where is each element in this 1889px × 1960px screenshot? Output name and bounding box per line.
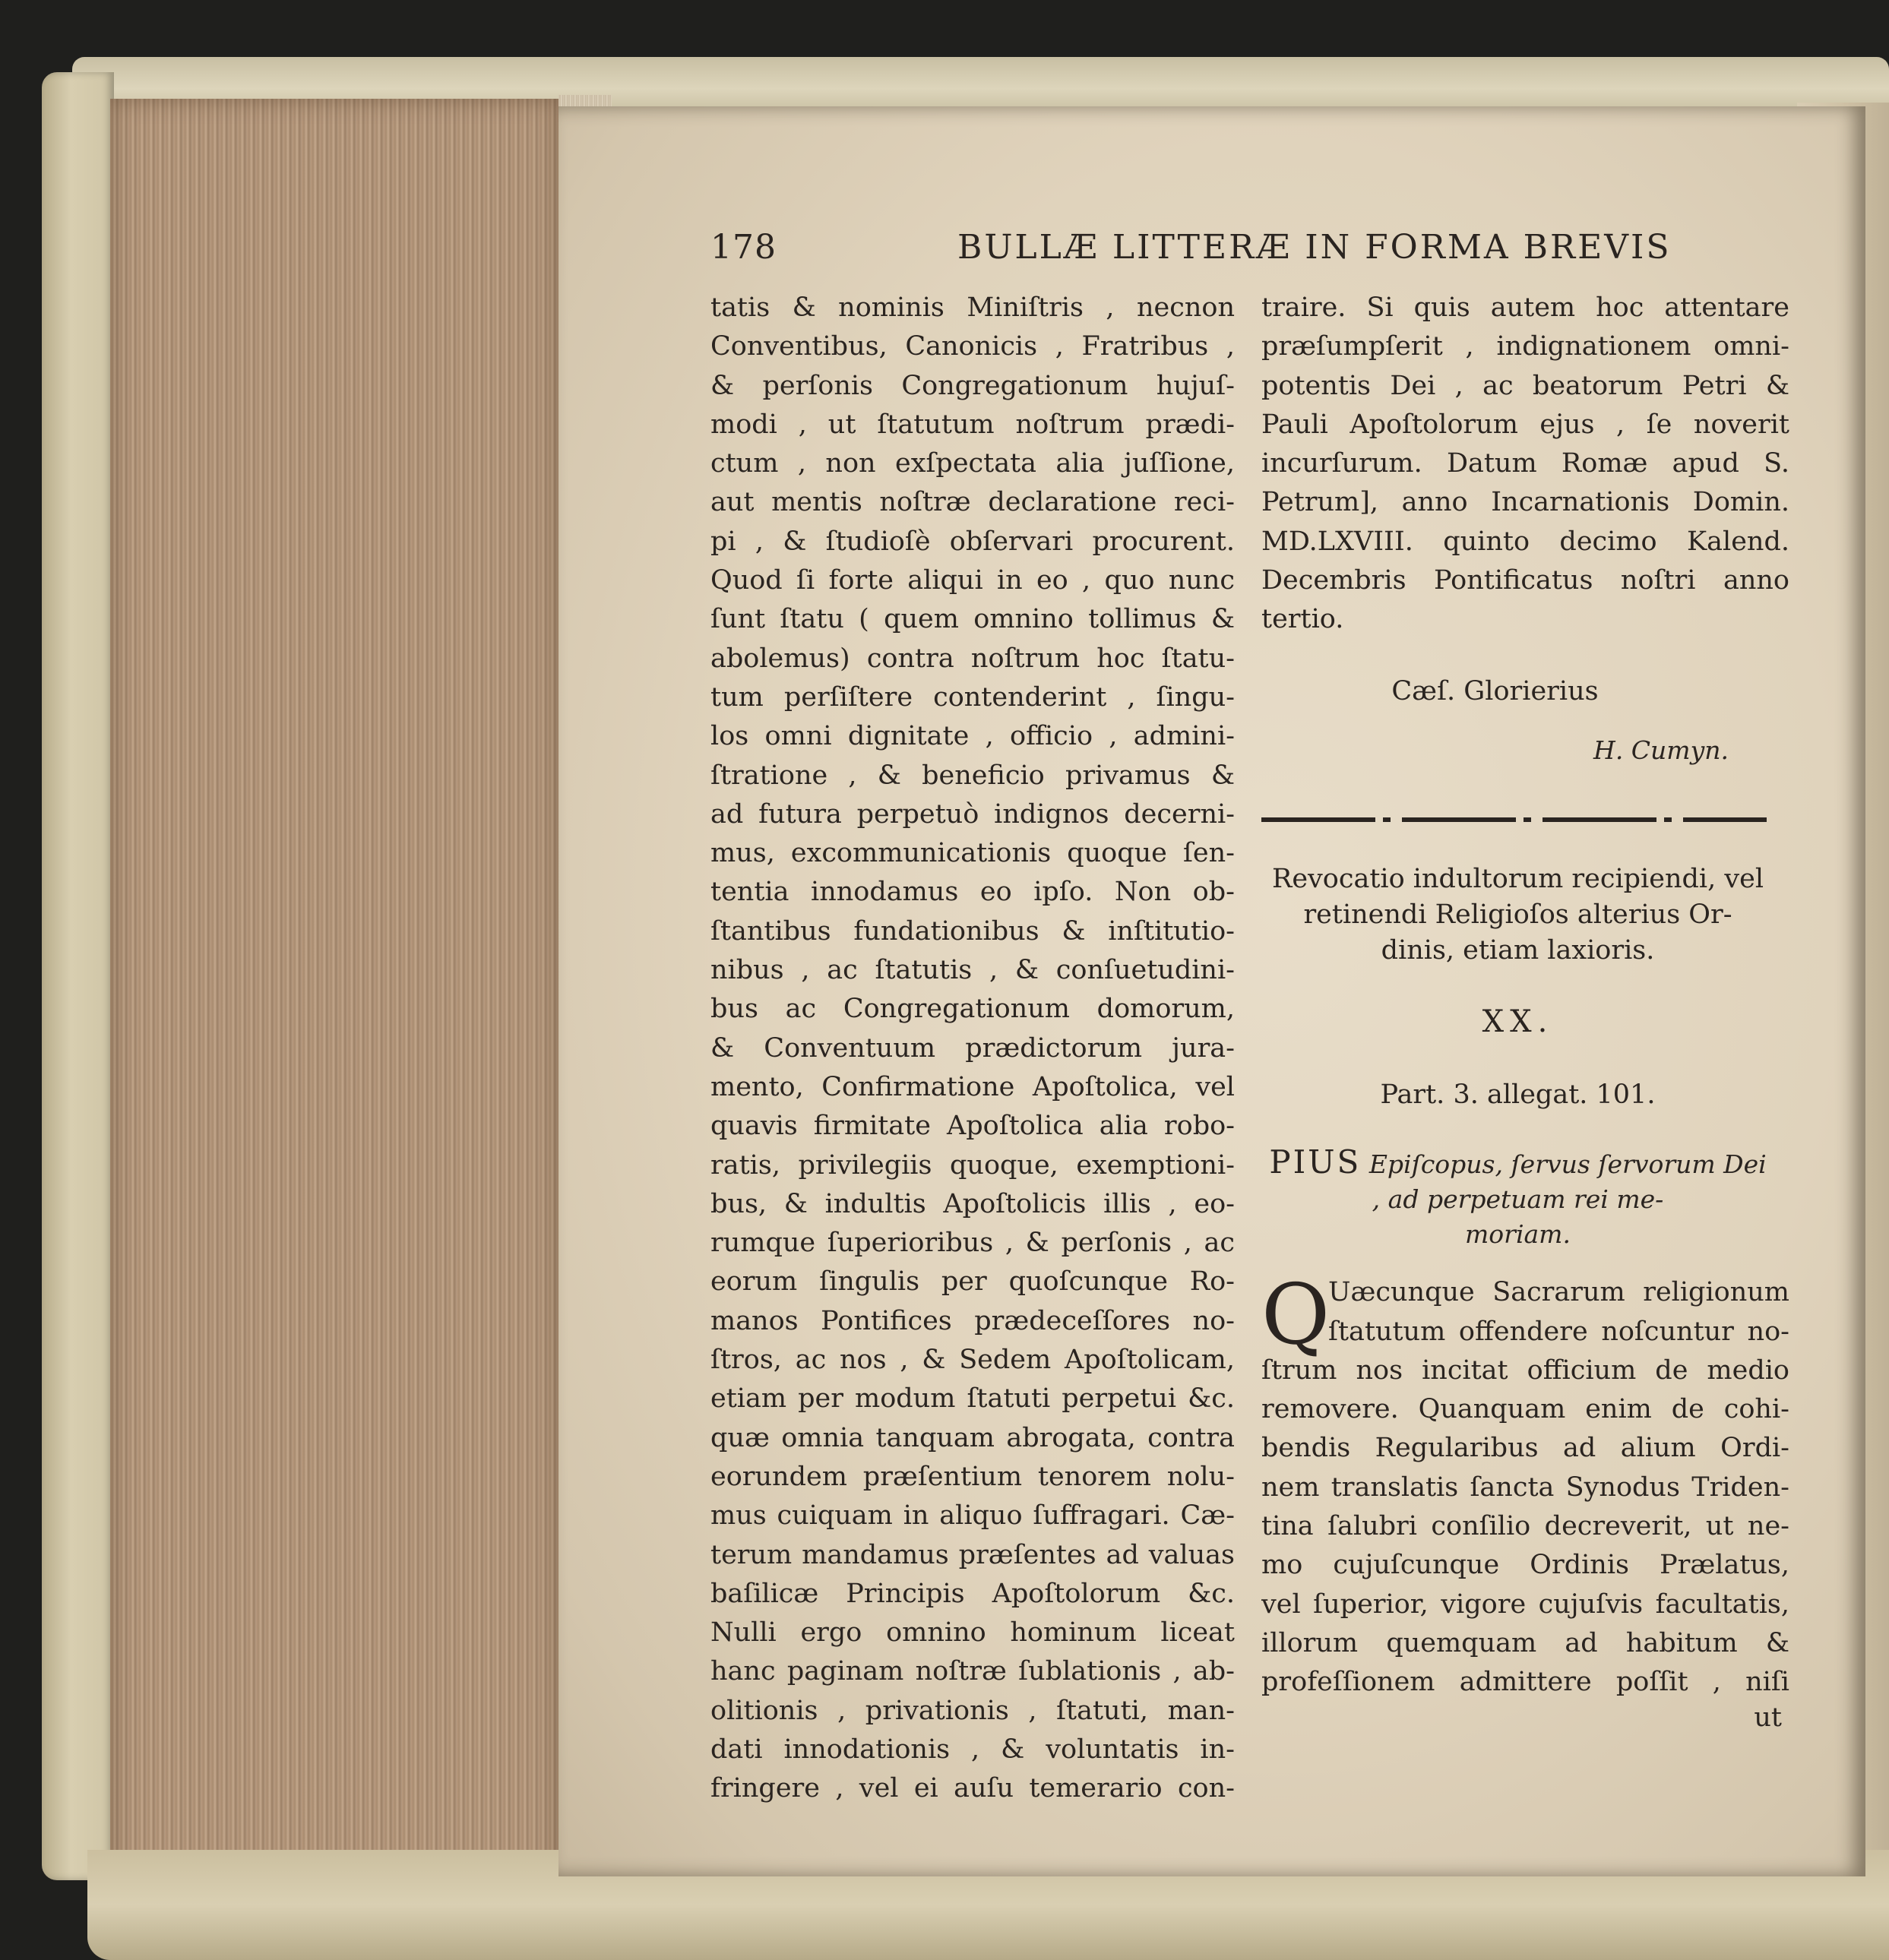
text-line: mo cujuſcunque Ordinis Prælatus, bbox=[1261, 1550, 1789, 1581]
text-line: quavis firmitate Apoſtolica alia robo- bbox=[710, 1111, 1235, 1142]
text-line: dati innodationis , & voluntatis in- bbox=[710, 1734, 1235, 1765]
text-line: ratis, privilegiis quoque, exemptioni- bbox=[710, 1149, 1235, 1181]
text-line: traire. Si quis autem hoc attentare bbox=[1261, 292, 1789, 323]
text-line: ſtros, ac nos , & Sedem Apoſtolicam, bbox=[710, 1345, 1235, 1376]
text-line: pi , & ſtudioſè obſervari procurent. bbox=[710, 526, 1235, 557]
text-line: quæ omnia tanquam abrogata, contra bbox=[710, 1422, 1235, 1453]
document-title bbox=[1261, 861, 1789, 969]
text-line: los omni dignitate , officio , admini- bbox=[710, 721, 1235, 752]
text-line: profeſſionem admittere poſſit , niſi bbox=[1261, 1667, 1789, 1698]
drop-cap: Q bbox=[1261, 1266, 1331, 1364]
text-line: Quod ſi forte aliqui in eo , quo nunc bbox=[710, 565, 1235, 596]
document-number: XX. bbox=[1482, 1004, 1554, 1039]
text-line: baſilicæ Principis Apoſtolorum &c. bbox=[710, 1578, 1235, 1609]
signatures bbox=[1261, 669, 1789, 773]
section-divider bbox=[1261, 817, 1767, 822]
intitulatio-line-2: , ad perpetuam rei me- bbox=[1372, 1184, 1664, 1215]
text-line: potentis Dei , ac beatorum Petri & bbox=[1261, 370, 1789, 401]
text-line: bus, & indultis Apoſtolicis illis , eo- bbox=[710, 1188, 1235, 1219]
text-line: & perſonis Congregationum hujuſ- bbox=[710, 370, 1235, 401]
text-line: removere. Quanquam enim de cohi- bbox=[1261, 1394, 1789, 1425]
text-line: mus, excommunicationis quoque ſen- bbox=[710, 838, 1235, 869]
text-line: eorum ſingulis per quoſcunque Ro- bbox=[710, 1266, 1235, 1298]
text-line: ſtrum nos incitat officium de medio bbox=[1261, 1355, 1789, 1386]
text-line: ſtatutum offendere noſcuntur no- bbox=[1328, 1316, 1789, 1347]
text-line: illorum quemquam ad habitum & bbox=[1261, 1627, 1789, 1658]
text-line: terum mandamus præſentes ad valuas bbox=[710, 1539, 1235, 1570]
text-line: etiam per modum ſtatuti perpetui &c. bbox=[710, 1383, 1235, 1415]
text-line: tertio. bbox=[1261, 604, 1344, 635]
text-line: ſtratione , & beneficio privamus & bbox=[710, 760, 1235, 791]
text-line: incurſurum. Datum Romæ apud S. bbox=[1261, 448, 1789, 479]
book-spine bbox=[42, 72, 114, 1880]
text-line: bus ac Congregationum domorum, bbox=[710, 994, 1235, 1025]
text-line: ctum , non exſpectata alia juſſione, bbox=[710, 448, 1235, 479]
text-line: Petrum], anno Incarnationis Domin. bbox=[1261, 487, 1789, 518]
text-line: mus cuiquam in aliquo ſuffragari. Cæ- bbox=[710, 1500, 1235, 1532]
signatory-cumyn: H. Cumyn. bbox=[1593, 735, 1729, 765]
page-block-edge bbox=[110, 99, 558, 1876]
signatory-glorierius: Cæſ. Glorierius bbox=[1391, 675, 1599, 707]
text-line: tatis & nominis Miniſtris , necnon bbox=[710, 292, 1235, 323]
text-line: abolemus) contra noſtrum hoc ſtatu- bbox=[710, 643, 1235, 674]
pope-name: PIUS bbox=[1269, 1143, 1362, 1181]
text-line: tina ſalubri conſilio decreverit, ut ne- bbox=[1261, 1511, 1789, 1542]
left-column bbox=[710, 289, 1235, 1809]
text-line: rumque ſuperioribus , & perſonis , ac bbox=[710, 1228, 1235, 1259]
text-line: Pauli Apoſtolorum ejus , ſe noverit bbox=[1261, 409, 1789, 440]
allegation-reference: Part. 3. allegat. 101. bbox=[1380, 1079, 1656, 1110]
text-line: olitionis , privationis , ſtatuti, man- bbox=[710, 1695, 1235, 1726]
text-line: Decembris Pontificatus noſtri anno bbox=[1261, 565, 1789, 596]
title-line: dinis, etiam laxioris. bbox=[1381, 934, 1655, 966]
text-line: nem translatis ſancta Synodus Triden- bbox=[1261, 1472, 1789, 1503]
text-line: mento, Confirmatione Apoſtolica, vel bbox=[710, 1071, 1235, 1102]
text-line: ſtantibus fundationibus & inſtitutio- bbox=[710, 915, 1235, 947]
book bbox=[42, 57, 1889, 1960]
intitulatio-line-3: moriam. bbox=[1465, 1219, 1571, 1250]
text-line: tum perſiſtere contenderint , ſingu- bbox=[710, 681, 1235, 713]
running-head bbox=[710, 224, 1789, 277]
closing-paragraph bbox=[1261, 289, 1789, 640]
text-line: MD.LXVIII. quinto decimo Kalend. bbox=[1261, 526, 1789, 557]
title-line: Revocatio indultorum recipiendi, vel bbox=[1271, 863, 1764, 894]
body-lines bbox=[1261, 1266, 1789, 1702]
text-line: tentia innodamus eo ipſo. Non ob- bbox=[710, 877, 1235, 908]
catchword: ut bbox=[1754, 1702, 1782, 1733]
printed-page bbox=[558, 106, 1865, 1876]
right-column bbox=[1261, 289, 1789, 1733]
text-line: Nulli ergo omnino hominum liceat bbox=[710, 1617, 1235, 1649]
text-line: fringere , vel ei auſu temerario con- bbox=[710, 1773, 1235, 1804]
intitulatio bbox=[1261, 1145, 1789, 1252]
text-line: præſumpſerit , indignationem omni- bbox=[1261, 331, 1789, 362]
text-line: & Conventuum prædictorum jura- bbox=[710, 1032, 1235, 1064]
text-line: Conventibus, Canonicis , Fratribus , bbox=[710, 331, 1235, 362]
page-number: 178 bbox=[710, 228, 777, 267]
bull-body-text bbox=[1261, 1266, 1789, 1733]
text-line: vel ſuperior, vigore cujuſvis facultatis, bbox=[1261, 1589, 1789, 1620]
text-line: ad futura perpetuò indignos decerni- bbox=[710, 798, 1235, 830]
text-line: aut mentis noſtræ declaratione reci- bbox=[710, 487, 1235, 518]
text-line: modi , ut ſtatutum noſtrum prædi- bbox=[710, 409, 1235, 440]
title-line: retinendi Religioſos alterius Or- bbox=[1303, 899, 1732, 930]
intitulatio-line-1: Epiſcopus, ſervus ſervorum Dei bbox=[1368, 1149, 1767, 1180]
text-line: hanc paginam noſtræ ſublationis , ab- bbox=[710, 1656, 1235, 1687]
text-line: Uæcunque Sacrarum religionum bbox=[1328, 1277, 1789, 1308]
text-line: nibus , ac ſtatutis , & conſuetudini- bbox=[710, 955, 1235, 986]
text-line: ſunt ſtatu ( quem omnino tollimus & bbox=[710, 604, 1235, 635]
running-title: BULLÆ LITTERÆ IN FORMA BREVIS bbox=[957, 228, 1672, 267]
text-line: manos Pontifices prædeceſſores no- bbox=[710, 1305, 1235, 1336]
text-line: eorundem præſentium tenorem nolu- bbox=[710, 1461, 1235, 1492]
page-content bbox=[710, 224, 1789, 1819]
text-line: bendis Regularibus ad alium Ordi- bbox=[1261, 1433, 1789, 1464]
